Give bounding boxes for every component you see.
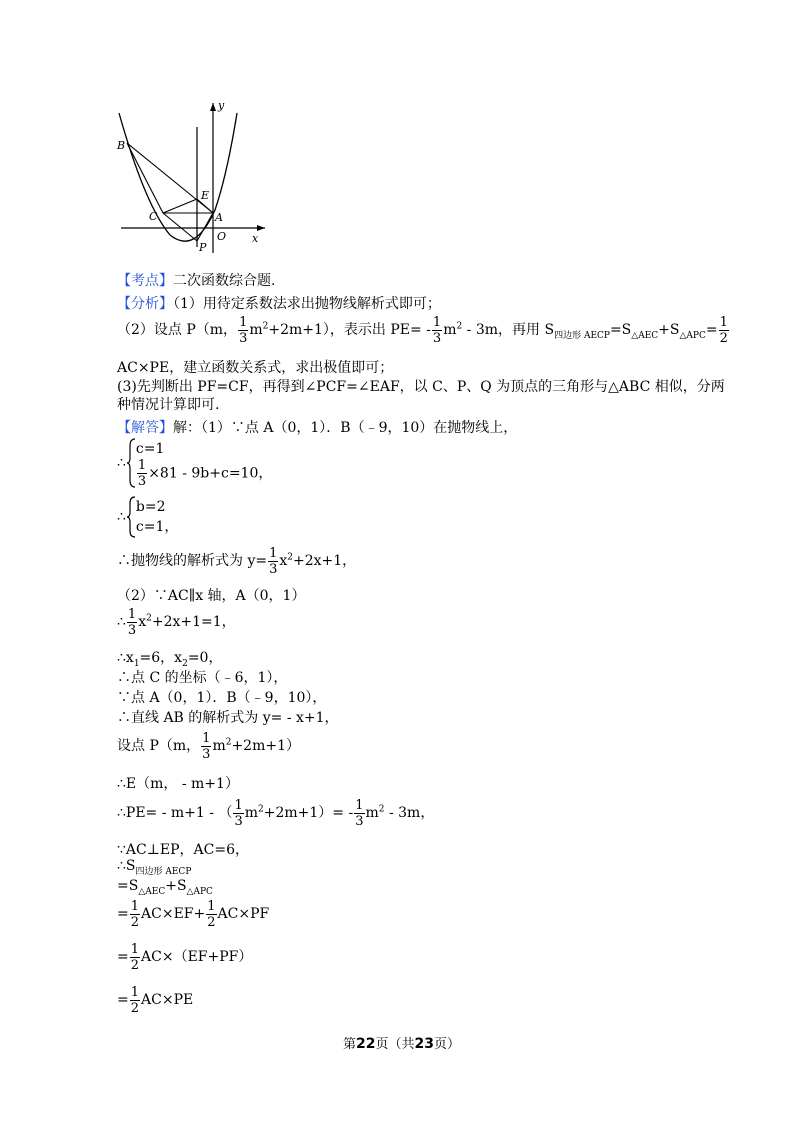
kaodian-tag: 【考点】: [117, 273, 173, 289]
label-y: y: [218, 99, 225, 112]
jieda-line16: = $\frac{1}{2}$ AC×PE: [117, 984, 194, 1016]
jieda-line10: ∴PE= - m+1 - （ $\frac{1}{3}$ $m^2+2m+1)=$ - $\frac{1}{3}$ $m^2 - 3m$，: [117, 797, 435, 829]
jieda-tag: 【解答】: [117, 420, 173, 436]
fenxi-line5: 种情况计算即可.: [117, 397, 220, 413]
jieda-line3: ∴ $\frac{1}{3}$ $x^2+2x+1=1$，: [117, 606, 236, 638]
kaodian-line: [117, 270, 275, 290]
kaodian-text: 二次函数综合题.: [173, 273, 276, 289]
system-2: ∴ b=2 c=1，: [117, 499, 179, 535]
jieda-line13: $=S_{\triangle AEC}+S_{\triangle APC}$: [117, 878, 213, 897]
page-number: 22: [356, 1036, 376, 1052]
parabola-figure: [115, 95, 275, 255]
fenxi-line1: 【分析】（1）用待定系数法求出抛物线解析式即可；: [117, 296, 441, 312]
label-P: P: [199, 241, 207, 254]
fenxi-tag: 【分析】: [117, 296, 173, 312]
page-total: 23: [414, 1036, 434, 1052]
label-A: A: [215, 211, 223, 224]
jieda-line11: ∵AC⊥EP，AC=6，: [117, 842, 249, 858]
jieda-line1: 【解答】解：（1）∵点 A（0，1）．B（﹣9，10）在抛物线上，: [117, 420, 518, 436]
jieda-line4: $\therefore x_1=6$，$x_2=0$，: [117, 650, 223, 669]
label-B: B: [117, 139, 126, 152]
label-E: E: [201, 189, 210, 202]
jieda-line2: （2）∵AC∥x 轴，A（0，1）: [117, 588, 306, 604]
jieda-line12: $\therefore S_{四边形 AECP}$: [117, 858, 192, 877]
jieda-line15: = $\frac{1}{2}$ AC×（EF+PF）: [117, 941, 253, 973]
system-1: ∴ c=1 $\frac{1}{3}$ ×81 - 9b+c=10，: [117, 440, 273, 489]
page-footer: 第22页（共23页）: [343, 1036, 461, 1052]
label-C: C: [149, 210, 158, 223]
fenxi-line2: （2）设点 P（m， $\frac{1}{3}$ $m^2+2m+1$），表示出 PE= - $\frac{1}{3}$ $m^2 - 3m$，再用 $S_{四边形 AECP}=S_{\triangle AEC}+S_{\triangle APC}=$ $\frac{1}{2}$: [117, 314, 728, 346]
jieda-line7: ∴直线 AB 的解析式为 y= - x+1，: [117, 710, 339, 726]
jieda-line14: = $\frac{1}{2}$ AC×EF+ $\frac{1}{2}$ AC×PF: [117, 898, 270, 930]
jieda-line6: ∵点 A（0，1）．B（﹣9，10），: [117, 690, 327, 706]
fenxi-line3: AC×PE，建立函数关系式，求出极值即可；: [117, 360, 394, 376]
jieda-parabola: ∴抛物线的解析式为 y= $\frac{1}{3}$ $x^2+2x+1$，: [117, 545, 357, 577]
jieda-line9: ∴E（m， - m+1）: [117, 776, 239, 792]
fenxi-line4: (3)先判断出 PF=CF，再得到∠PCF=∠EAF，以 C、P、Q 为顶点的三角形与△ABC 相似，分两: [117, 379, 725, 395]
label-O: O: [217, 230, 227, 243]
label-x: x: [252, 232, 259, 245]
jieda-line8: 设点 P（m， $\frac{1}{3}$ $m^2+2m+1$）: [117, 730, 301, 762]
jieda-line5: ∴点 C 的坐标（﹣6，1），: [117, 670, 288, 686]
